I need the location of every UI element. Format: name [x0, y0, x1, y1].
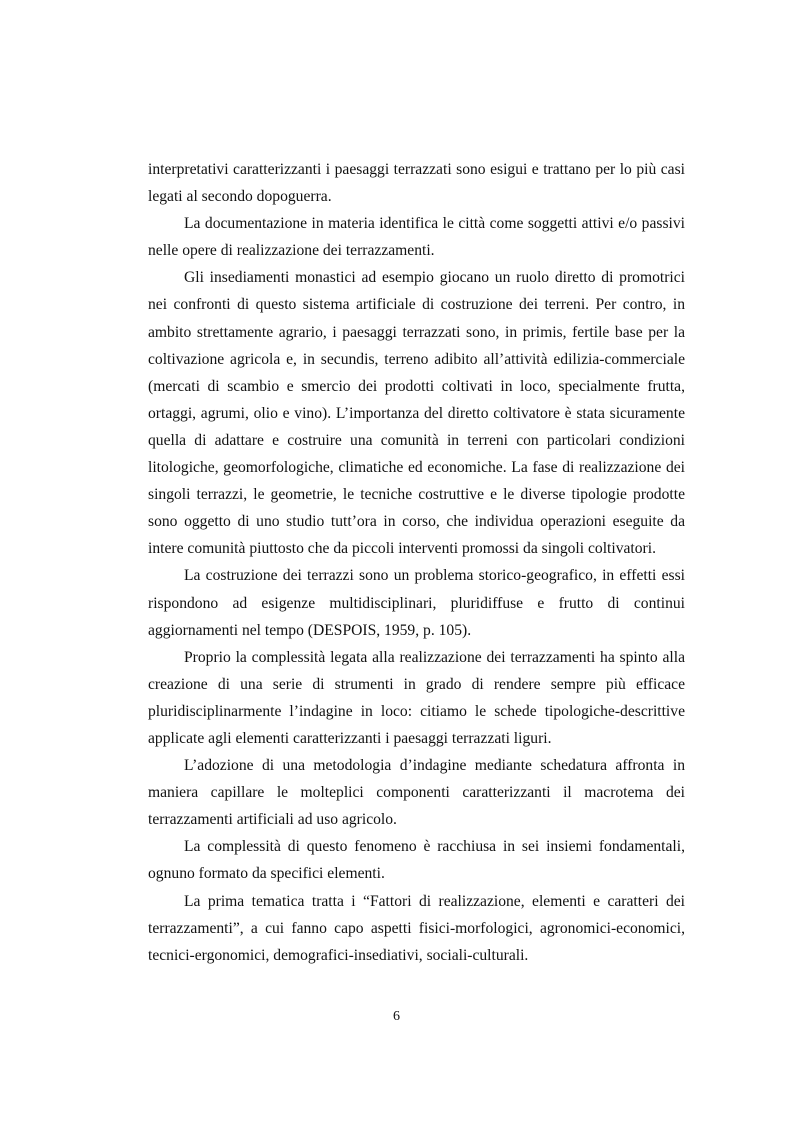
page-number: 6	[393, 1009, 400, 1024]
paragraph: L’adozione di una metodologia d’indagine mediante schedatura affronta in maniera capillare le molteplici componenti caratterizzanti il macrotema dei terrazzamenti artificiali ad uso agricolo.	[148, 757, 685, 829]
paragraph: interpretativi caratterizzanti i paesaggi terrazzati sono esigui e trattano per lo più casi legati al secondo dopoguerra.	[148, 161, 685, 206]
paragraph: Gli insediamenti monastici ad esempio giocano un ruolo diretto di promotrici nei confronti di questo sistema artificiale di costruzione dei terreni. Per contro, in ambito strettamente agrario, i paesaggi terrazzati sono, in primis, fertile base per la coltivazione agricola e, in secundis, terreno adibito all’attività edilizia-commerciale (mercati di scambio e smercio dei prodotti coltivati in loco, specialmente frutta, ortaggi, agrumi, olio e vino). L’importanza del diretto coltivatore è stata sicuramente quella di adattare e costruire una comunità in terreni con particolari condizioni litologiche, geomorfologiche, climatiche ed economiche. La fase di realizzazione dei singoli terrazzi, le geometrie, le tecniche costruttive e le diverse tipologie prodotte sono oggetto di uno studio tutt’ora in corso, che individua operazioni eseguite da intere comunità piuttosto che da piccoli interventi promossi da singoli coltivatori.	[148, 269, 685, 558]
paragraph: La costruzione dei terrazzi sono un problema storico-geografico, in effetti essi rispondono ad esigenze multidisciplinari, pluridiffuse e frutto di continui aggiornamenti nel tempo (DESPOIS, 1959, p. 105).	[148, 567, 685, 639]
paragraph: La documentazione in materia identifica le città come soggetti attivi e/o passivi nelle opere di realizzazione dei terrazzamenti.	[148, 215, 685, 260]
paragraph: La complessità di questo fenomeno è racchiusa in sei insiemi fondamentali, ognuno formato da specifici elementi.	[148, 838, 685, 883]
paragraph: Proprio la complessità legata alla realizzazione dei terrazzamenti ha spinto alla creazione di una serie di strumenti in grado di rendere sempre più efficace pluridisciplinarmente l’indagine in loco: citiamo le schede tipologiche-descrittive applicate agli elementi caratterizzanti i paesaggi terrazzati liguri.	[148, 648, 685, 747]
body-text	[148, 156, 685, 969]
paragraph: La prima tematica tratta i “Fattori di realizzazione, elementi e caratteri dei terrazzamenti”, a cui fanno capo aspetti fisici-morfologici, agronomici-economici, tecnici-ergonomici, demografici-insediativi, sociali-culturali.	[148, 892, 685, 964]
